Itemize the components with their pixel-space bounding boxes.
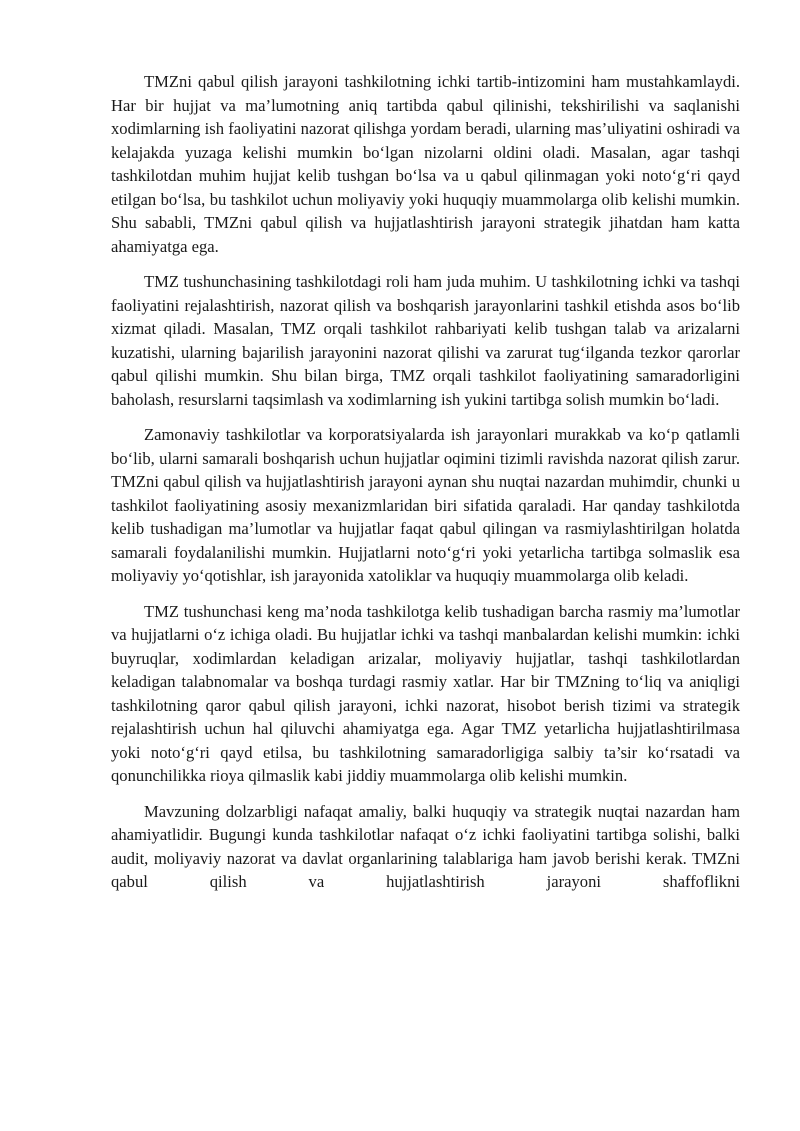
paragraph-5: Mavzuning dolzarbligi nafaqat amaliy, balki huquqiy va strategik nuqtai nazardan ham ahamiyatlidir. Bugungi kunda tashkilotlar nafaqat o‘z ichki faoliyatini tartibga solishi, balki audit, moliyaviy nazorat va davlat organlarining talablariga ham javob berishi kerak. TMZni qabul qilish va hujjatlashtirish jarayoni shaffoflikni	[111, 801, 740, 891]
paragraph-1: TMZni qabul qilish jarayoni tashkilotning ichki tartib-intizomini ham mustahkamlaydi. Har bir hujjat va ma’lumotning aniq tartibda qabul qilinishi, tekshirilishi va saqlanishi xodimlarning ish faoliyatini nazorat qilishga yordam beradi, ularning mas’uliyatini oshiradi va kelajakda yuzaga kelishi mumkin bo‘lgan nizolarni oldini oladi. Masalan, agar tashqi tashkilotdan muhim hujjat kelib tushgan bo‘lsa va u qabul qilinmagan yoki noto‘g‘ri qayd etilgan bo‘lsa, bu tashkilot uchun moliyaviy yoki huquqiy muammolarga olib kelishi mumkin. Shu sababli, TMZni qabul qilish va hujjatlashtirish jarayoni strategik jihatdan ham katta ahamiyatga ega.	[111, 72, 740, 256]
paragraph-3: Zamonaviy tashkilotlar va korporatsiyalarda ish jarayonlari murakkab va ko‘p qatlamli bo‘lib, ularni samarali boshqarish uchun hujjatlar oqimini tizimli ravishda nazorat qilish zarur. TMZni qabul qilish va hujjatlashtirish jarayoni aynan shu nuqtai nazardan muhimdir, chunki u tashkilot faoliyatining asosiy mexanizmlaridan biri sifatida qaraladi. Har qanday tashkilotda kelib tushadigan ma’lumotlar va hujjatlar faqat qabul qilingan va rasmiylashtirilgan holatda samarali foydalanilishi mumkin. Hujjatlarni noto‘g‘ri yoki yetarlicha tartibga solmaslik esa moliyaviy yo‘qotishlar, ish jarayonida xatoliklar va huquqiy muammolarga olib keladi.	[111, 425, 740, 585]
paragraph-4: TMZ tushunchasi keng ma’noda tashkilotga kelib tushadigan barcha rasmiy ma’lumotlar va hujjatlarni o‘z ichiga oladi. Bu hujjatlar ichki va tashqi manbalardan kelishi mumkin: ichki buyruqlar, xodimlardan keladigan arizalar, moliyaviy hujjatlar, tashqi tashkilotlardan keladigan talabnomalar va boshqa turdagi rasmiy xatlar. Har bir TMZning to‘liq va aniqligi tashkilotning qaror qabul qilish jarayoni, ichki nazorat, hisobot berish tizimi va strategik rejalashtirish uchun hal qiluvchi ahamiyatga ega. Agar TMZ yetarlicha hujjatlashtirilmasa yoki noto‘g‘ri qayd etilsa, bu tashkilotning samaradorligiga salbiy ta’sir ko‘rsatadi va qonunchilikka rioya qilmaslik kabi jiddiy muammolarga olib kelishi mumkin.	[111, 601, 740, 785]
paragraph-2: TMZ tushunchasining tashkilotdagi roli ham juda muhim. U tashkilotning ichki va tashqi faoliyatini rejalashtirish, nazorat qilish va boshqarish jarayonlarini tashkil etishda asos bo‘lib xizmat qiladi. Masalan, TMZ orqali tashkilot rahbariyati kelib tushgan talab va arizalarni kuzatishi, ularning bajarilish jarayonini nazorat qilishi va zarurat tug‘ilganda tezkor qarorlar qabul qilishi mumkin. Shu bilan birga, TMZ orqali tashkilot faoliyatining samaradorligini baholash, resurslarni taqsimlash va xodimlarning ish yukini tartibga solish mumkin bo‘ladi.	[111, 272, 740, 409]
document-page	[111, 70, 740, 906]
